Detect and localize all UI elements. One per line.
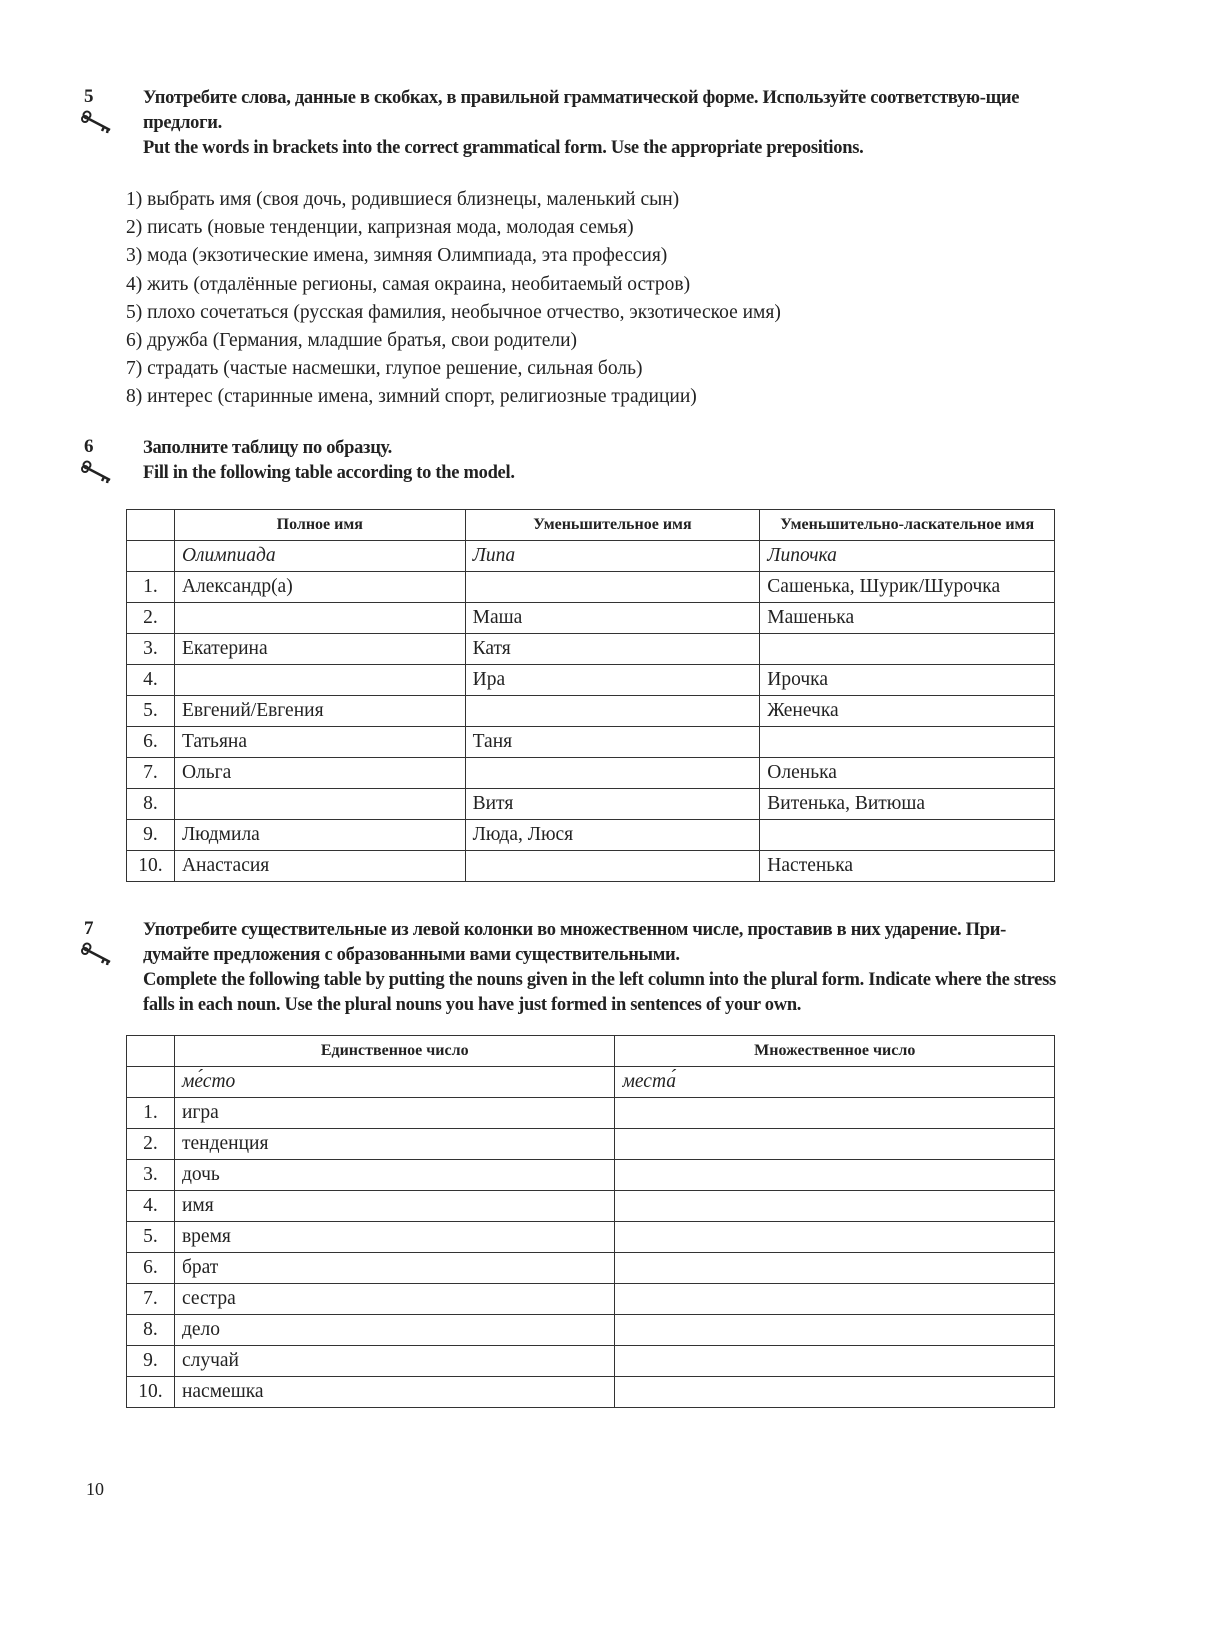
table-header-row: [127, 1036, 1055, 1067]
blank-answer-cell[interactable]: [174, 665, 465, 696]
table-cell: Таня: [465, 727, 760, 758]
table-row: [127, 696, 1055, 727]
table-row: [127, 851, 1055, 882]
row-number: 9.: [127, 1346, 175, 1377]
exercise-5-list: [126, 186, 781, 412]
row-number: 8.: [127, 1315, 175, 1346]
blank-answer-cell[interactable]: [615, 1346, 1055, 1377]
column-header: Множественное число: [615, 1036, 1055, 1067]
blank-answer-cell[interactable]: [465, 696, 760, 727]
row-number: 5.: [127, 696, 175, 727]
column-header: Единственное число: [174, 1036, 615, 1067]
blank-answer-cell[interactable]: [760, 820, 1055, 851]
table-row: [127, 634, 1055, 665]
list-item: 7) страдать (частые насмешки, глупое решение, сильная боль): [126, 358, 643, 380]
table-cell: дело: [174, 1315, 615, 1346]
table-cell: Ира: [465, 665, 760, 696]
table-cell: Женечка: [760, 696, 1055, 727]
instruction-ru: Употребите существительные из левой колонки во множественном числе, проставив в них ударение. При-думайте предложения с образованными вами существительными.: [143, 920, 1006, 965]
instruction-ru: Заполните таблицу по образцу.: [143, 438, 392, 458]
instruction-en: Fill in the following table according to the model.: [143, 463, 515, 483]
table-row: [127, 820, 1055, 851]
table-cell: игра: [174, 1098, 615, 1129]
column-header: Уменьшительное имя: [465, 510, 760, 541]
key-icon: [80, 942, 114, 966]
table-cell: Маша: [465, 603, 760, 634]
table-row: [127, 572, 1055, 603]
blank-answer-cell[interactable]: [615, 1191, 1055, 1222]
table-row: [127, 1253, 1055, 1284]
table-cell: Витенька, Витюша: [760, 789, 1055, 820]
row-number: 1.: [127, 572, 175, 603]
row-number: 9.: [127, 820, 175, 851]
column-header: [127, 510, 175, 541]
row-number: 2.: [127, 1129, 175, 1160]
blank-answer-cell[interactable]: [615, 1315, 1055, 1346]
table-row: [127, 1377, 1055, 1408]
table-row: [127, 1284, 1055, 1315]
row-number: 7.: [127, 758, 175, 789]
table-row: [127, 1129, 1055, 1160]
instruction-en: Put the words in brackets into the correct grammatical form. Use the appropriate prepositions.: [143, 138, 864, 158]
plural-table: [126, 1035, 1055, 1408]
row-number: 4.: [127, 1191, 175, 1222]
table-cell: Оленька: [760, 758, 1055, 789]
instruction-ru: Употребите слова, данные в скобках, в правильной грамматической форме. Используйте соответствую-щие предлоги.: [143, 88, 1020, 133]
list-item: 1) выбрать имя (своя дочь, родившиеся близнецы, маленький сын): [126, 189, 680, 210]
table-row: [127, 665, 1055, 696]
row-number: 8.: [127, 789, 175, 820]
model-cell: Липочка: [760, 541, 1055, 572]
model-cell: Липа: [465, 541, 760, 572]
row-number: 3.: [127, 634, 175, 665]
list-item: 6) дружба (Германия, младшие братья, свои родители): [126, 330, 578, 352]
table-cell: Витя: [465, 789, 760, 820]
blank-answer-cell[interactable]: [615, 1129, 1055, 1160]
table-cell: Ирочка: [760, 665, 1055, 696]
table-cell: Люда, Люся: [465, 820, 760, 851]
table-row: [127, 1160, 1055, 1191]
table-cell: сестра: [174, 1284, 615, 1315]
table-cell: Екатерина: [174, 634, 465, 665]
blank-answer-cell[interactable]: [615, 1284, 1055, 1315]
list-item: 3) мода (экзотические имена, зимняя Олимпиада, эта профессия): [126, 245, 668, 267]
row-number: 6.: [127, 1253, 175, 1284]
blank-answer-cell[interactable]: [615, 1377, 1055, 1408]
table-row: [127, 758, 1055, 789]
blank-answer-cell[interactable]: [615, 1222, 1055, 1253]
list-item: 8) интерес (старинные имена, зимний спорт, религиозные традиции): [126, 386, 697, 408]
blank-answer-cell[interactable]: [174, 789, 465, 820]
table-cell: дочь: [174, 1160, 615, 1191]
row-number: 6.: [127, 727, 175, 758]
row-number: 2.: [127, 603, 175, 634]
row-number: 7.: [127, 1284, 175, 1315]
model-cell: [127, 1067, 175, 1098]
blank-answer-cell[interactable]: [760, 727, 1055, 758]
blank-answer-cell[interactable]: [174, 603, 465, 634]
exercise-5: [78, 86, 1068, 161]
list-item: 4) жить (отдалённые регионы, самая окраина, необитаемый остров): [126, 273, 691, 295]
table-cell: Анастасия: [174, 851, 465, 882]
exercise-number: 7: [84, 918, 94, 939]
table-row: [127, 1191, 1055, 1222]
table-cell: Александр(а): [174, 572, 465, 603]
table-header-row: [127, 510, 1055, 541]
table-row: [127, 1222, 1055, 1253]
model-row: [127, 541, 1055, 572]
blank-answer-cell[interactable]: [465, 572, 760, 603]
column-header: Полное имя: [174, 510, 465, 541]
row-number: 4.: [127, 665, 175, 696]
table-row: [127, 789, 1055, 820]
model-cell: [127, 541, 175, 572]
row-number: 5.: [127, 1222, 175, 1253]
blank-answer-cell[interactable]: [465, 758, 760, 789]
column-header: [127, 1036, 175, 1067]
page-number: 10: [86, 1479, 104, 1499]
table-row: [127, 603, 1055, 634]
blank-answer-cell[interactable]: [615, 1160, 1055, 1191]
exercise-number: 5: [84, 86, 94, 107]
table-cell: Евгений/Евгения: [174, 696, 465, 727]
table-cell: Сашенька, Шурик/Шурочка: [760, 572, 1055, 603]
list-item: 2) писать (новые тенденции, капризная мода, молодая семья): [126, 217, 634, 239]
exercise-number: 6: [84, 436, 94, 457]
list-item: 5) плохо сочетаться (русская фамилия, необычное отчество, экзотическое имя): [126, 301, 781, 323]
table-cell: тенденция: [174, 1129, 615, 1160]
table-cell: Машенька: [760, 603, 1055, 634]
key-icon: [80, 110, 114, 134]
table-cell: случай: [174, 1346, 615, 1377]
model-cell: места́: [615, 1067, 1055, 1098]
row-number: 10.: [127, 1377, 175, 1408]
table-cell: время: [174, 1222, 615, 1253]
model-row: [127, 1067, 1055, 1098]
model-cell: ме́сто: [174, 1067, 615, 1098]
exercise-6: [78, 436, 1068, 486]
table-cell: Настенька: [760, 851, 1055, 882]
table-cell: Ольга: [174, 758, 465, 789]
row-number: 1.: [127, 1098, 175, 1129]
table-row: [127, 1098, 1055, 1129]
instruction-en: Complete the following table by putting the nouns given in the left column into the plural form. Indicate where the stress falls in each noun. Use the plural nouns you have just formed in sentences of your own.: [143, 970, 1056, 1015]
table-row: [127, 727, 1055, 758]
table-cell: Людмила: [174, 820, 465, 851]
blank-answer-cell[interactable]: [465, 851, 760, 882]
table-row: [127, 1346, 1055, 1377]
exercise-7: [78, 918, 1068, 1018]
model-cell: Олимпиада: [174, 541, 465, 572]
table-cell: брат: [174, 1253, 615, 1284]
row-number: 10.: [127, 851, 175, 882]
names-table: [126, 509, 1055, 882]
blank-answer-cell[interactable]: [760, 634, 1055, 665]
column-header: Уменьшительно-ласкательное имя: [760, 510, 1055, 541]
row-number: 3.: [127, 1160, 175, 1191]
key-icon: [80, 460, 114, 484]
blank-answer-cell[interactable]: [615, 1098, 1055, 1129]
table-cell: Катя: [465, 634, 760, 665]
table-row: [127, 1315, 1055, 1346]
table-cell: насмешка: [174, 1377, 615, 1408]
table-cell: имя: [174, 1191, 615, 1222]
table-cell: Татьяна: [174, 727, 465, 758]
blank-answer-cell[interactable]: [615, 1253, 1055, 1284]
